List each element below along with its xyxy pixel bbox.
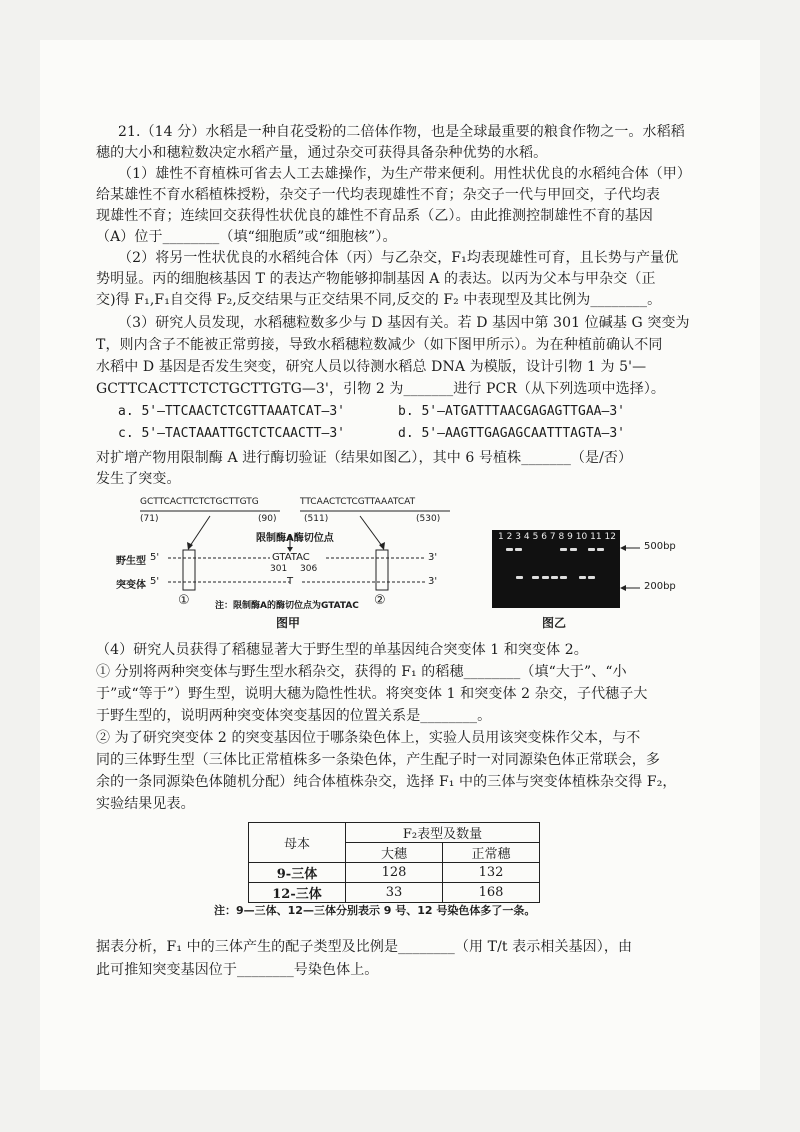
table-cell-large: 128 [346,863,443,883]
final-line-2: 此可推知突变基因位于________号染色体上。 [96,962,379,978]
primer2-end: (530) [416,514,441,524]
pos-306: 306 [300,564,318,574]
lane-number: 2 [506,532,513,542]
site-label: 限制酶A酶切位点 [256,533,334,544]
gel-band [579,576,586,579]
part1-line-1: （1）雄性不育植株可省去人工去雄操作，为生产带来便利。用性状优良的水稻纯合体（甲） [118,166,692,182]
part1-line-2: 给某雄性不育水稻植株授粉，杂交子一代均表现雄性不育；杂交子一代与甲回交，子代均表 [96,187,660,203]
part3-line-2: T，则内含子不能被正常剪接，导致水稻穗粒数减少（如下图甲所示）。为在种植前确认不同 [96,337,663,353]
circle-2-label: ② [374,593,386,608]
option-d: d. 5'—AAGTTGAGAGCAATTTAGTA—3' [398,426,625,441]
gel-lane-numbers [498,532,616,542]
mutant-5prime: 5' [150,576,160,587]
mutant-base: T [287,576,294,587]
f2-results-table [248,822,540,903]
figure-a-diagram [130,494,460,634]
part2-line-1: （2）将另一性状优良的水稻纯合体（丙）与乙杂交，F₁均表现雄性可育，且长势与产量优 [118,250,679,266]
part2-line-3: 交)得 F₁,F₁自交得 F₂,反交结果与正交结果不同,反交的 F₂ 中表现型及其比例为________。 [96,292,662,308]
option-c: c. 5'—TACTAAATTGCTCTCAACTT—3' [118,426,345,441]
lane-number: 6 [541,532,547,542]
table-cell-large: 33 [346,883,443,903]
gel-band [560,576,567,579]
part3-line-3: 水稻中 D 基因是否发生突变，研究人员以待测水稻总 DNA 为模版，设计引物 1 为 5'— [96,359,647,375]
gel-band [597,548,604,551]
primer1-arrow [190,516,210,546]
wildtype-5prime: 5' [150,552,160,563]
marker-arrows [620,540,644,600]
table-row [249,883,540,903]
q21-line-1: 21.（14 分）水稻是一种自花受粉的二倍体作物，也是全球最重要的粮食作物之一。水稻稻 [118,124,685,140]
lane-number: 10 [575,532,588,542]
lane-number: 1 [498,532,504,542]
primer1-box [183,550,195,590]
lane-number: 3 [515,532,522,542]
gel-band [560,548,567,551]
lane-number: 8 [558,532,565,542]
gel-band [516,576,523,579]
part4-line-7: 余的一条同源染色体随机分配）纯合体植株杂交，选择 F₁ 中的三体与突变体植株杂交得 F₂， [96,774,677,790]
part4-line-1: （4）研究人员获得了稻穗显著大于野生型的单基因纯合突变体 1 和突变体 2。 [96,642,588,658]
gel-band [515,548,522,551]
wildtype-site-seq: GTATAC [272,552,310,563]
lane-number: 4 [523,532,530,542]
part4-line-4: 于野生型的，说明两种突变体突变基因的位置关系是________。 [96,708,492,724]
part1-line-4: （A）位于________（填“细胞质”或“细胞核”）。 [96,229,397,245]
primer2-box [376,550,388,590]
q21-line-2: 穗的大小和穗粒数决定水稻产量，通过杂交可获得具备杂种优势的水稻。 [96,145,548,161]
marker-500bp: 500bp [644,541,676,552]
primer2-start: (511) [304,514,329,524]
pos-301: 301 [270,564,288,574]
figure-b-caption: 图乙 [542,616,567,630]
gel-band [588,548,595,551]
table-row [249,863,540,883]
table-header-large: 大穗 [346,843,443,863]
part4-line-5: ② 为了研究突变体 2 的突变基因位于哪条染色体上，实验人员用该突变株作父本，与不 [96,730,641,746]
figure-a-caption: 图甲 [276,616,301,630]
primer1-end: (90) [258,514,277,524]
table-cell-normal: 132 [443,863,540,883]
primer1-start: (71) [140,514,159,524]
lane-number: 5 [532,532,539,542]
part4-line-8: 实验结果见表。 [96,796,195,812]
part1-line-3: 现雄性不育；连续回交获得性状优良的雄性不育品系（乙）。由此推测控制雄性不育的基因 [96,208,653,224]
primer1-seq: GCTTCACTTCTCTGCTTGTG [140,497,259,507]
gel-band [551,576,558,579]
lane-number: 11 [590,532,602,542]
table-header-normal: 正常穗 [443,843,540,863]
mutant-label: 突变体 [116,580,146,591]
part3-line-1: （3）研究人员发现，水稻穗粒数多少与 D 基因有关。若 D 基因中第 301 位碱基 G 突变为 [118,315,690,331]
option-a: a. 5'—TTCAACTCTCGTTAAATCAT—3' [118,404,345,419]
table-header-group: F₂表型及数量 [346,823,540,843]
table-cell-parent: 12-三体 [249,883,346,903]
part4-line-3: 于”或“等于”）野生型，说明大穗为隐性性状。将突变体 1 和突变体 2 杂交，子代穗子大 [96,686,648,702]
gel-band [506,548,513,551]
gel-band [542,576,549,579]
part2-line-2: 势明显。丙的细胞核基因 T 的表达产物能够抑制基因 A 的表达。以丙为父本与甲杂交（正 [96,271,656,287]
wildtype-3prime: 3' [428,552,438,563]
lane-number: 9 [567,532,573,542]
marker-200bp: 200bp [644,581,676,592]
option-b: b. 5'—ATGATTTAACGAGAGTTGAA—3' [398,404,625,419]
lane-number: 7 [549,532,556,542]
mutant-3prime: 3' [428,576,438,587]
final-line-1: 据表分析，F₁ 中的三体产生的配子类型及比例是________（用 T/t 表示相关基因），由 [96,939,633,955]
table-header-parent: 母本 [249,823,346,863]
part4-line-6: 同的三体野生型（三体比正常植株多一条染色体，产生配子时一对同源染色体正常联会，多 [96,752,660,768]
part3-line-4: GCTTCACTTCTCTGCTTGTG—3'，引物 2 为_______进行 PCR（从下列选项中选择）。 [96,381,666,397]
gel-band [570,548,577,551]
primer2-arrow [360,516,382,546]
gel-band [532,576,539,579]
primer2-seq: TTCAACTCTCGTTAAATCAT [300,497,416,507]
lane-number: 12 [604,532,616,542]
table-note: 注：9—三体、12—三体分别表示 9 号、12 号染色体多了一条。 [214,904,536,917]
wildtype-label: 野生型 [116,556,146,567]
table-cell-parent: 9-三体 [249,863,346,883]
figure-a-note: 注：限制酶A的酶切位点为GTATAC [215,601,359,611]
part3-line-6: 发生了突变。 [96,471,181,487]
table-cell-normal: 168 [443,883,540,903]
part3-line-5: 对扩增产物用限制酶 A 进行酶切验证（结果如图乙），其中 6 号植株_______（是/否） [96,450,633,466]
gel-band [588,576,595,579]
part4-line-2: ① 分别将两种突变体与野生型水稻杂交，获得的 F₁ 的稻穗________（填“大于”、“小 [96,664,627,680]
circle-1-label: ① [178,593,190,608]
